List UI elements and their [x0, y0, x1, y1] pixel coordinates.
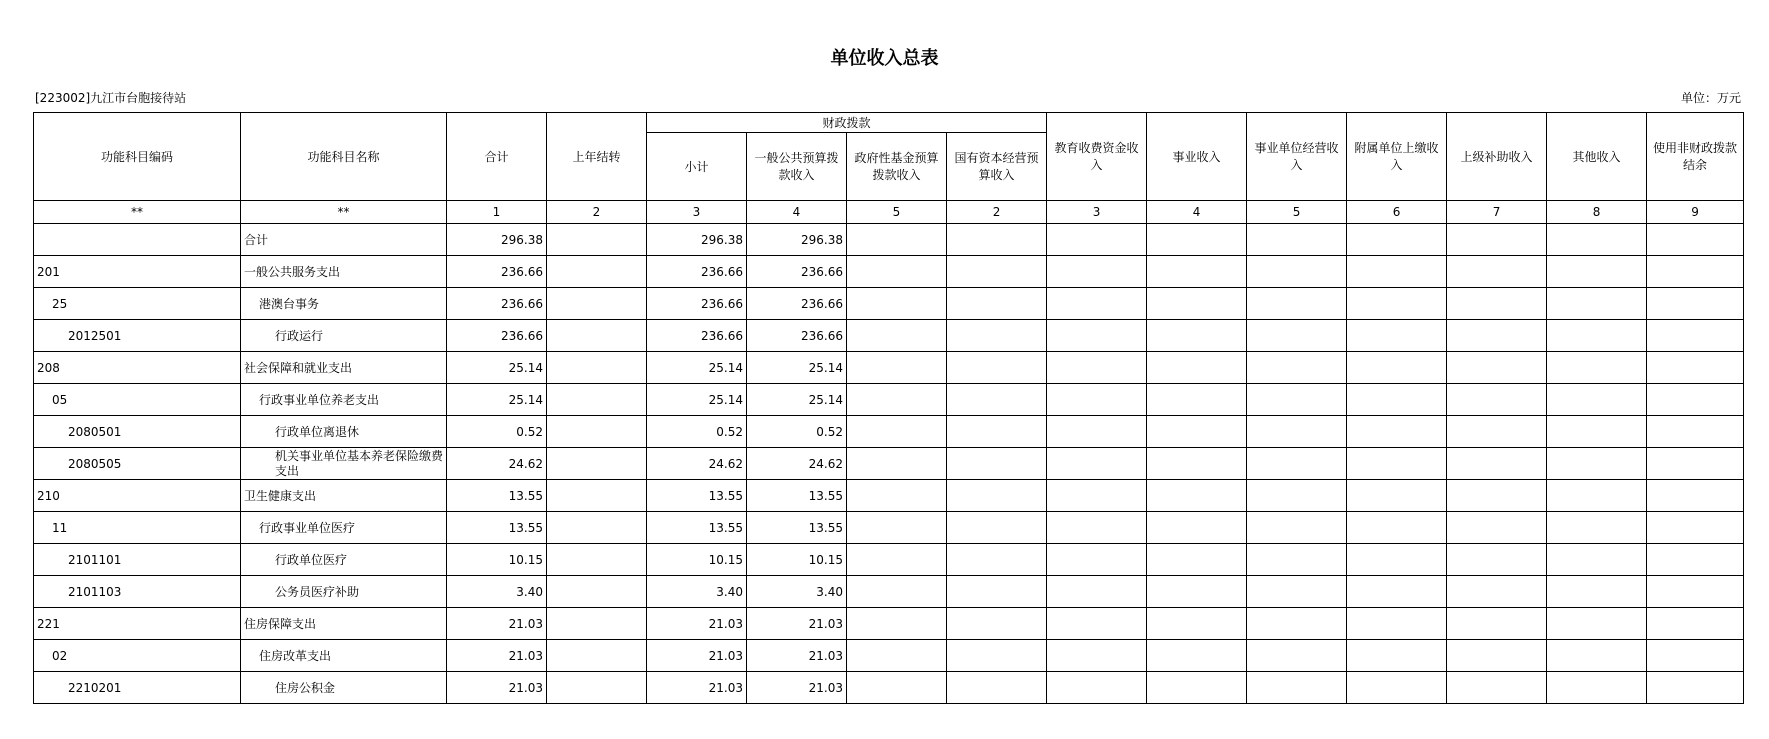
- cell-carryover: [547, 288, 647, 320]
- cell-code: 02: [34, 640, 241, 672]
- cell-carryover: [547, 640, 647, 672]
- cell-total: 13.55: [447, 480, 547, 512]
- index-cell: 1: [447, 201, 547, 224]
- index-row: [34, 201, 1744, 224]
- cell-empty: [1547, 608, 1647, 640]
- cell-empty: [1247, 256, 1347, 288]
- cell-empty: [1647, 608, 1744, 640]
- cell-empty: [1447, 384, 1547, 416]
- cell-empty: [1447, 672, 1547, 704]
- cell-empty: [1447, 512, 1547, 544]
- cell-empty: [1047, 544, 1147, 576]
- cell-total: 10.15: [447, 544, 547, 576]
- cell-general-budget: 25.14: [747, 352, 847, 384]
- table-row: [34, 608, 1744, 640]
- header-affiliated: 附属单位上缴收入: [1347, 113, 1447, 201]
- cell-empty: [1047, 672, 1147, 704]
- cell-empty: [1447, 544, 1547, 576]
- cell-carryover: [547, 256, 647, 288]
- index-cell: **: [241, 201, 447, 224]
- header-non-fiscal-balance: 使用非财政拨款结余: [1647, 113, 1744, 201]
- cell-general-budget: 236.66: [747, 320, 847, 352]
- cell-name: 卫生健康支出: [241, 480, 447, 512]
- cell-empty: [947, 480, 1047, 512]
- cell-subtotal: 0.52: [647, 416, 747, 448]
- cell-subtotal: 13.55: [647, 480, 747, 512]
- cell-carryover: [547, 576, 647, 608]
- cell-total: 24.62: [447, 448, 547, 480]
- cell-empty: [1047, 608, 1147, 640]
- cell-empty: [1447, 576, 1547, 608]
- cell-general-budget: 25.14: [747, 384, 847, 416]
- cell-empty: [1547, 320, 1647, 352]
- header-business: 事业收入: [1147, 113, 1247, 201]
- cell-empty: [1247, 448, 1347, 480]
- cell-empty: [1347, 256, 1447, 288]
- cell-empty: [1347, 320, 1447, 352]
- income-summary-table: [33, 112, 1744, 704]
- cell-empty: [1147, 640, 1247, 672]
- index-cell: 2: [947, 201, 1047, 224]
- cell-code: 201: [34, 256, 241, 288]
- cell-empty: [1547, 352, 1647, 384]
- cell-subtotal: 3.40: [647, 576, 747, 608]
- cell-empty: [1247, 224, 1347, 256]
- cell-total: 25.14: [447, 384, 547, 416]
- cell-empty: [847, 224, 947, 256]
- cell-empty: [1347, 544, 1447, 576]
- cell-empty: [1547, 672, 1647, 704]
- cell-total: 21.03: [447, 640, 547, 672]
- cell-empty: [1247, 576, 1347, 608]
- cell-general-budget: 10.15: [747, 544, 847, 576]
- cell-name: 行政单位离退休: [241, 416, 447, 448]
- cell-code: [34, 224, 241, 256]
- cell-empty: [847, 544, 947, 576]
- table-body: [34, 201, 1744, 704]
- table-row: [34, 448, 1744, 480]
- cell-empty: [1047, 480, 1147, 512]
- cell-total: 13.55: [447, 512, 547, 544]
- header-fiscal-group: 财政拨款: [647, 113, 1047, 133]
- cell-name: 行政单位医疗: [241, 544, 447, 576]
- cell-total: 21.03: [447, 672, 547, 704]
- table-row: [34, 512, 1744, 544]
- index-cell: 4: [1147, 201, 1247, 224]
- cell-empty: [947, 256, 1047, 288]
- cell-code: 05: [34, 384, 241, 416]
- cell-total: 296.38: [447, 224, 547, 256]
- cell-name: 住房公积金: [241, 672, 447, 704]
- cell-empty: [1647, 672, 1744, 704]
- cell-empty: [1647, 288, 1744, 320]
- cell-empty: [1047, 512, 1147, 544]
- cell-total: 21.03: [447, 608, 547, 640]
- index-cell: 3: [647, 201, 747, 224]
- cell-empty: [1547, 640, 1647, 672]
- cell-empty: [947, 512, 1047, 544]
- cell-empty: [1347, 576, 1447, 608]
- cell-empty: [1347, 352, 1447, 384]
- cell-empty: [1247, 640, 1347, 672]
- cell-empty: [1147, 576, 1247, 608]
- cell-name: 一般公共服务支出: [241, 256, 447, 288]
- cell-empty: [1047, 416, 1147, 448]
- cell-empty: [1047, 352, 1147, 384]
- cell-empty: [1347, 512, 1447, 544]
- cell-empty: [1047, 384, 1147, 416]
- cell-empty: [1247, 352, 1347, 384]
- cell-subtotal: 296.38: [647, 224, 747, 256]
- table-row: [34, 224, 1744, 256]
- cell-subtotal: 21.03: [647, 608, 747, 640]
- index-cell: 5: [1247, 201, 1347, 224]
- index-cell: 8: [1547, 201, 1647, 224]
- cell-empty: [847, 384, 947, 416]
- cell-carryover: [547, 416, 647, 448]
- index-cell: 3: [1047, 201, 1147, 224]
- cell-carryover: [547, 320, 647, 352]
- cell-empty: [947, 288, 1047, 320]
- header-code: 功能科目编码: [34, 113, 241, 201]
- cell-empty: [1647, 448, 1744, 480]
- table-row: [34, 480, 1744, 512]
- cell-empty: [1347, 480, 1447, 512]
- cell-empty: [1147, 544, 1247, 576]
- cell-empty: [1447, 608, 1547, 640]
- cell-empty: [947, 416, 1047, 448]
- cell-carryover: [547, 608, 647, 640]
- cell-carryover: [547, 672, 647, 704]
- cell-empty: [1247, 480, 1347, 512]
- cell-empty: [1147, 480, 1247, 512]
- cell-carryover: [547, 512, 647, 544]
- cell-carryover: [547, 448, 647, 480]
- header-edu-fee: 教育收费资金收入: [1047, 113, 1147, 201]
- cell-empty: [1247, 672, 1347, 704]
- cell-empty: [1047, 640, 1147, 672]
- cell-empty: [1547, 288, 1647, 320]
- cell-empty: [1647, 480, 1744, 512]
- cell-general-budget: 13.55: [747, 480, 847, 512]
- cell-code: 208: [34, 352, 241, 384]
- cell-empty: [1447, 640, 1547, 672]
- index-cell: 2: [547, 201, 647, 224]
- index-cell: 7: [1447, 201, 1547, 224]
- index-cell: 5: [847, 201, 947, 224]
- cell-empty: [847, 320, 947, 352]
- cell-empty: [947, 352, 1047, 384]
- cell-name: 机关事业单位基本养老保险缴费支出: [241, 448, 447, 480]
- cell-code: 2101101: [34, 544, 241, 576]
- cell-name: 住房改革支出: [241, 640, 447, 672]
- table-row: [34, 416, 1744, 448]
- cell-empty: [1247, 416, 1347, 448]
- cell-empty: [1647, 320, 1744, 352]
- cell-empty: [1347, 224, 1447, 256]
- cell-empty: [1547, 256, 1647, 288]
- cell-subtotal: 25.14: [647, 384, 747, 416]
- cell-name: 行政事业单位医疗: [241, 512, 447, 544]
- cell-empty: [1347, 608, 1447, 640]
- cell-empty: [1547, 512, 1647, 544]
- cell-empty: [847, 672, 947, 704]
- cell-empty: [847, 288, 947, 320]
- header-operating: 事业单位经营收入: [1247, 113, 1347, 201]
- cell-empty: [1547, 544, 1647, 576]
- header-carryover: 上年结转: [547, 113, 647, 201]
- cell-empty: [1447, 448, 1547, 480]
- cell-empty: [1447, 416, 1547, 448]
- cell-general-budget: 236.66: [747, 288, 847, 320]
- header-subtotal: 小计: [647, 133, 747, 201]
- index-cell: **: [34, 201, 241, 224]
- cell-code: 2210201: [34, 672, 241, 704]
- cell-empty: [1347, 384, 1447, 416]
- cell-empty: [1547, 224, 1647, 256]
- cell-empty: [1547, 416, 1647, 448]
- table-row: [34, 288, 1744, 320]
- cell-empty: [947, 672, 1047, 704]
- cell-code: 2101103: [34, 576, 241, 608]
- table-row: [34, 384, 1744, 416]
- cell-empty: [1247, 384, 1347, 416]
- cell-subtotal: 236.66: [647, 288, 747, 320]
- cell-code: 221: [34, 608, 241, 640]
- cell-general-budget: 13.55: [747, 512, 847, 544]
- cell-empty: [847, 512, 947, 544]
- cell-empty: [1047, 448, 1147, 480]
- cell-empty: [1347, 640, 1447, 672]
- cell-empty: [947, 576, 1047, 608]
- cell-empty: [1147, 448, 1247, 480]
- cell-carryover: [547, 224, 647, 256]
- cell-empty: [847, 608, 947, 640]
- table-row: [34, 672, 1744, 704]
- cell-empty: [847, 480, 947, 512]
- cell-code: 25: [34, 288, 241, 320]
- cell-general-budget: 3.40: [747, 576, 847, 608]
- cell-empty: [947, 608, 1047, 640]
- cell-empty: [1447, 256, 1547, 288]
- cell-empty: [1047, 320, 1147, 352]
- cell-name: 住房保障支出: [241, 608, 447, 640]
- cell-empty: [947, 384, 1047, 416]
- index-cell: 4: [747, 201, 847, 224]
- cell-empty: [1347, 416, 1447, 448]
- header-other: 其他收入: [1547, 113, 1647, 201]
- cell-empty: [847, 352, 947, 384]
- cell-general-budget: 0.52: [747, 416, 847, 448]
- cell-empty: [847, 576, 947, 608]
- cell-subtotal: 10.15: [647, 544, 747, 576]
- unit-label: 单位：万元: [1680, 91, 1741, 105]
- header-total: 合计: [447, 113, 547, 201]
- cell-empty: [1147, 672, 1247, 704]
- cell-empty: [1647, 416, 1744, 448]
- cell-general-budget: 21.03: [747, 608, 847, 640]
- cell-empty: [1047, 256, 1147, 288]
- cell-total: 236.66: [447, 288, 547, 320]
- cell-name: 公务员医疗补助: [241, 576, 447, 608]
- cell-empty: [1147, 512, 1247, 544]
- header-gov-fund: 政府性基金预算拨款收入: [847, 133, 947, 201]
- cell-total: 236.66: [447, 320, 547, 352]
- table-row: [34, 256, 1744, 288]
- cell-empty: [1647, 576, 1744, 608]
- cell-empty: [1347, 672, 1447, 704]
- cell-subtotal: 21.03: [647, 640, 747, 672]
- cell-empty: [1247, 544, 1347, 576]
- cell-subtotal: 236.66: [647, 256, 747, 288]
- cell-empty: [1547, 384, 1647, 416]
- cell-name: 港澳台事务: [241, 288, 447, 320]
- cell-empty: [847, 416, 947, 448]
- cell-general-budget: 24.62: [747, 448, 847, 480]
- table-row: [34, 640, 1744, 672]
- header-state-capital: 国有资本经营预算收入: [947, 133, 1047, 201]
- cell-empty: [1147, 288, 1247, 320]
- cell-empty: [1347, 448, 1447, 480]
- cell-empty: [1447, 288, 1547, 320]
- cell-empty: [1147, 352, 1247, 384]
- cell-total: 3.40: [447, 576, 547, 608]
- cell-general-budget: 236.66: [747, 256, 847, 288]
- cell-empty: [1647, 384, 1744, 416]
- cell-empty: [1347, 288, 1447, 320]
- cell-name: 社会保障和就业支出: [241, 352, 447, 384]
- cell-code: 2080505: [34, 448, 241, 480]
- cell-empty: [1047, 576, 1147, 608]
- cell-empty: [947, 640, 1047, 672]
- cell-name: 行政事业单位养老支出: [241, 384, 447, 416]
- cell-total: 25.14: [447, 352, 547, 384]
- cell-code: 2080501: [34, 416, 241, 448]
- cell-empty: [1147, 384, 1247, 416]
- cell-empty: [847, 448, 947, 480]
- cell-total: 0.52: [447, 416, 547, 448]
- cell-subtotal: 21.03: [647, 672, 747, 704]
- cell-empty: [1047, 288, 1147, 320]
- cell-carryover: [547, 384, 647, 416]
- report-title: 单位收入总表: [830, 48, 939, 69]
- cell-empty: [1447, 224, 1547, 256]
- cell-empty: [947, 544, 1047, 576]
- organization-label: [223002]九江市台胞接待站: [35, 91, 187, 105]
- cell-empty: [1547, 480, 1647, 512]
- table-row: [34, 320, 1744, 352]
- cell-subtotal: 24.62: [647, 448, 747, 480]
- header-name: 功能科目名称: [241, 113, 447, 201]
- cell-empty: [847, 256, 947, 288]
- cell-empty: [1247, 512, 1347, 544]
- cell-empty: [1447, 320, 1547, 352]
- cell-empty: [1547, 576, 1647, 608]
- cell-code: 11: [34, 512, 241, 544]
- cell-subtotal: 236.66: [647, 320, 747, 352]
- cell-total: 236.66: [447, 256, 547, 288]
- cell-empty: [947, 448, 1047, 480]
- cell-empty: [847, 640, 947, 672]
- cell-empty: [1647, 352, 1744, 384]
- cell-empty: [947, 224, 1047, 256]
- cell-empty: [1547, 448, 1647, 480]
- cell-empty: [1147, 224, 1247, 256]
- cell-empty: [1647, 512, 1744, 544]
- cell-carryover: [547, 480, 647, 512]
- cell-empty: [1647, 640, 1744, 672]
- header-general-budget: 一般公共预算拨款收入: [747, 133, 847, 201]
- cell-empty: [1647, 544, 1744, 576]
- cell-code: 2012501: [34, 320, 241, 352]
- table-row: [34, 544, 1744, 576]
- cell-subtotal: 13.55: [647, 512, 747, 544]
- cell-empty: [1247, 608, 1347, 640]
- cell-empty: [1147, 320, 1247, 352]
- cell-subtotal: 25.14: [647, 352, 747, 384]
- cell-empty: [1147, 608, 1247, 640]
- cell-code: 210: [34, 480, 241, 512]
- table-row: [34, 576, 1744, 608]
- cell-empty: [1647, 224, 1744, 256]
- cell-empty: [1047, 224, 1147, 256]
- cell-empty: [947, 320, 1047, 352]
- cell-empty: [1147, 256, 1247, 288]
- cell-carryover: [547, 352, 647, 384]
- cell-carryover: [547, 544, 647, 576]
- cell-general-budget: 21.03: [747, 640, 847, 672]
- header-superior-subsidy: 上级补助收入: [1447, 113, 1547, 201]
- index-cell: 6: [1347, 201, 1447, 224]
- cell-empty: [1647, 256, 1744, 288]
- table-row: [34, 352, 1744, 384]
- index-cell: 9: [1647, 201, 1744, 224]
- cell-general-budget: 21.03: [747, 672, 847, 704]
- cell-name: 行政运行: [241, 320, 447, 352]
- cell-empty: [1147, 416, 1247, 448]
- cell-general-budget: 296.38: [747, 224, 847, 256]
- cell-empty: [1447, 480, 1547, 512]
- cell-empty: [1247, 320, 1347, 352]
- cell-empty: [1447, 352, 1547, 384]
- cell-name: 合计: [241, 224, 447, 256]
- cell-empty: [1247, 288, 1347, 320]
